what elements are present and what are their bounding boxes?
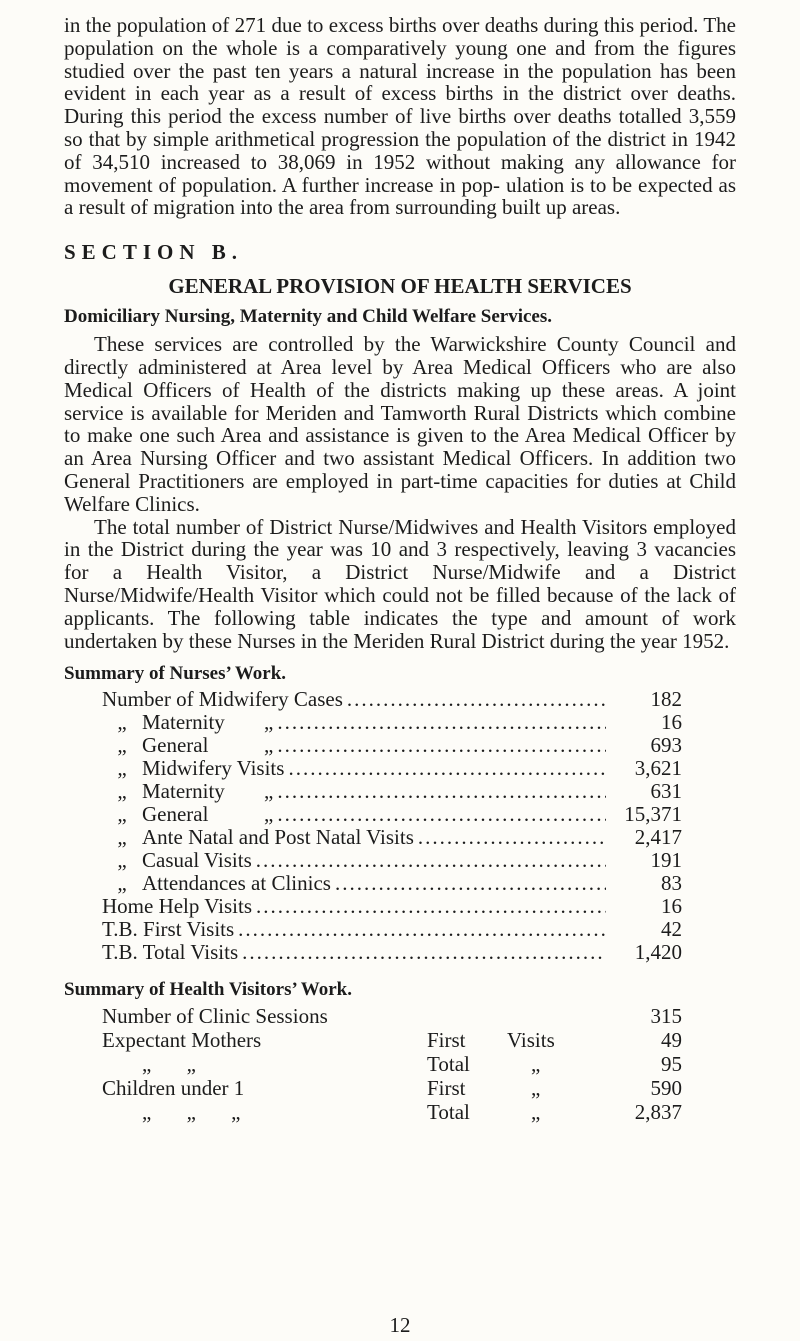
row-value: 16 [661, 710, 682, 735]
table-row [102, 688, 682, 711]
health-visitors-summary-heading: Summary of Health Visitors’ Work. [64, 979, 352, 1001]
table-row [102, 1100, 682, 1124]
table-row [102, 1028, 682, 1052]
nurses-summary-heading: Summary of Nurses’ Work. [64, 663, 287, 685]
row-label: Maternity [142, 779, 225, 804]
ditto-marks: „ „ [142, 1052, 196, 1077]
table-row [102, 895, 682, 918]
subheading: Domiciliary Nursing, Maternity and Child Welfare Services. [64, 306, 552, 328]
section-label: SECTION B. [64, 240, 244, 265]
row-value: 631 [650, 779, 682, 804]
row-value: 42 [661, 917, 682, 942]
health-visitors-summary-table [102, 1004, 682, 1124]
leader-dots [418, 826, 606, 849]
row-value: 15,371 [624, 802, 682, 827]
row-value: 590 [650, 1076, 682, 1101]
table-row [102, 1004, 682, 1028]
row-label: General [142, 802, 209, 827]
row-label: Ante Natal and Post Natal Visits [142, 825, 414, 850]
leader-dots [288, 757, 606, 780]
paragraph-staffing: The total number of District Nurse/Midwives and Health Visitors employed in the District during the year was 10 and 3 respectively, leaving 3 vacancies for a Health Visitor, a District Nurse/Midwife and a District Nurse/Midwife/Health Visitor which could not be filled because of the lack of applicants. The following table indicates the type and amount of work undertaken by these Nurses in the Meriden Rural District during the year 1952. [64, 514, 736, 653]
document-page [64, 14, 736, 1124]
leader-dots [256, 849, 606, 872]
ditto-mark: „ [117, 733, 127, 758]
row-value: 182 [650, 687, 682, 712]
ditto-mark: „ [531, 1100, 541, 1125]
ditto-mark: „ [117, 710, 127, 735]
row-value: 693 [650, 733, 682, 758]
row-label: Casual Visits [142, 848, 252, 873]
table-row [102, 941, 682, 964]
ditto-mark: „ [117, 825, 127, 850]
ditto-mark: „ [531, 1076, 541, 1101]
leader-dots [238, 918, 606, 941]
row-type: First [427, 1028, 466, 1053]
table-row [102, 734, 682, 757]
row-value: 95 [661, 1052, 682, 1077]
ditto-mark: „ [117, 802, 127, 827]
page-number: 12 [389, 1313, 411, 1337]
row-value: 191 [650, 848, 682, 873]
ditto-mark: „ [117, 871, 127, 896]
ditto-mark: „ [117, 848, 127, 873]
table-row [102, 780, 682, 803]
row-label: Number of Midwifery Cases [102, 687, 343, 712]
leader-dots [277, 803, 606, 826]
leader-dots [242, 941, 606, 964]
ditto-marks: „ „ „ [142, 1100, 241, 1125]
row-value: 16 [661, 894, 682, 919]
row-unit: Visits [507, 1028, 555, 1053]
row-unit [507, 1004, 607, 1028]
table-row [102, 711, 682, 734]
table-row [102, 826, 682, 849]
table-row [102, 1052, 682, 1076]
leader-dots [277, 780, 606, 803]
leader-dots [277, 734, 606, 757]
row-label: T.B. First Visits [102, 917, 235, 942]
row-label: Attendances at Clinics [142, 871, 331, 896]
row-value: 315 [650, 1004, 682, 1029]
row-value: 2,837 [634, 1100, 682, 1125]
leader-dots [335, 872, 606, 895]
nurses-summary-table [102, 688, 682, 964]
paragraph-services: These services are controlled by the Warwickshire County Council and directly administered at Area level by Area Medical Officers who are also Medical Officers of Health of the districts making up these areas. A joint service is available for Meriden and Tamworth Rural Districts which combine to make one such Area and assistance is given to the Area Medical Officer by an Area Nursing Officer and two assistant Medical Officers. In addition two General Practitioners are employed in part-time capacities for duties at Child Welfare Clinics. [64, 332, 736, 516]
leader-dots [256, 895, 606, 918]
ditto-mark: „ [264, 710, 274, 735]
row-value: 3,621 [634, 756, 682, 781]
ditto-mark: „ [264, 802, 274, 827]
row-label: General [142, 733, 209, 758]
table-row [102, 849, 682, 872]
table-row [102, 803, 682, 826]
row-label: Midwifery Visits [142, 756, 285, 781]
table-row [102, 757, 682, 780]
row-value: 49 [661, 1028, 682, 1053]
ditto-mark: „ [264, 733, 274, 758]
row-type: First [427, 1076, 466, 1101]
row-value: 2,417 [634, 825, 682, 850]
ditto-mark: „ [117, 779, 127, 804]
table-row [102, 872, 682, 895]
ditto-mark: „ [117, 756, 127, 781]
table-row [102, 918, 682, 941]
table-row [102, 1076, 682, 1100]
row-label: T.B. Total Visits [102, 940, 239, 965]
row-label: Maternity [142, 710, 225, 735]
leader-dots [347, 688, 606, 711]
row-label: Children under 1 [102, 1076, 245, 1101]
ditto-mark: „ [264, 779, 274, 804]
row-label: Number of Clinic Sessions [102, 1004, 328, 1029]
row-label: Home Help Visits [102, 894, 253, 919]
section-title: GENERAL PROVISION OF HEALTH SERVICES [168, 274, 632, 299]
row-type: Total [427, 1100, 470, 1125]
row-value: 83 [661, 871, 682, 896]
intro-paragraph: in the population of 271 due to excess births over deaths during this period. The population on the whole is a comparatively young one and from the figures studied over the past ten years a natural increase in the population has been evident in each year as a result of excess births in the district over deaths. During this period the excess number of live births over deaths totalled 3,559 so that by simple arithmetical progression the population of the district in 1942 of 34,510 increased to 38,069 in 1952 without making any allowance for movement of population. A further increase in pop- ulation is to be expected as a result of migration into the area from surrounding built up areas. [64, 13, 736, 220]
row-type: Total [427, 1052, 470, 1077]
leader-dots [277, 711, 606, 734]
row-value: 1,420 [634, 940, 682, 965]
row-type [427, 1004, 507, 1028]
ditto-mark: „ [531, 1052, 541, 1077]
row-label: Expectant Mothers [102, 1028, 262, 1053]
